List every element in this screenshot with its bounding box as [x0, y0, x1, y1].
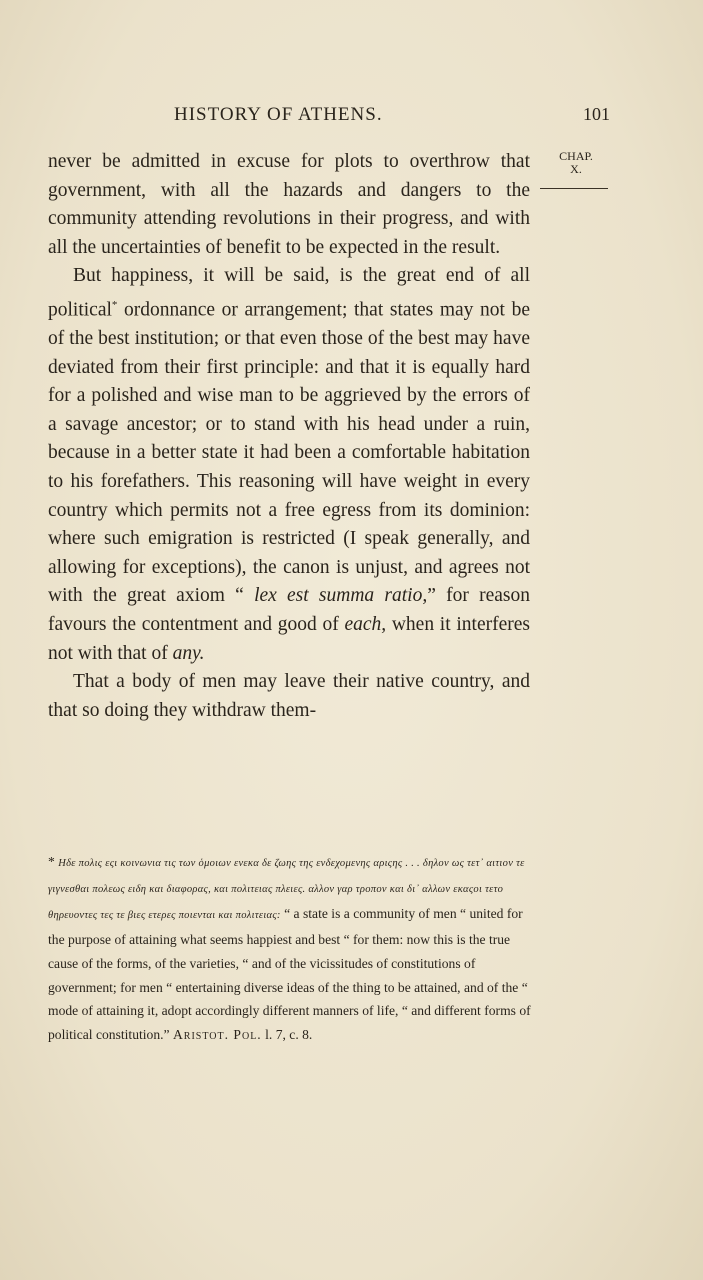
paragraph-2-part-a: But happiness, it will be said, is the great end of all political [48, 265, 530, 321]
running-title: HISTORY OF ATHENS. [174, 104, 383, 125]
footnote-citation-author: Aristot. Pol. [172, 1027, 262, 1043]
body-text [48, 148, 530, 725]
footnote-citation-reference: l. 7, c. 8. [265, 1027, 313, 1043]
emphasis-each: each, [344, 614, 387, 635]
latin-axiom: lex est summa ratio, [254, 585, 428, 607]
footnote-reference-mark: * [111, 298, 118, 311]
paragraph-3: That a body of men may leave their native country, and that so doing they withdraw them- [48, 671, 530, 721]
emphasis-any: any. [172, 642, 205, 664]
chapter-margin-note [551, 150, 601, 176]
paragraph-1: never be admitted in excuse for plots to overthrow that government, with all the hazards and dangers to the community attending revolutions in their progress, and with all the uncertainties of benefit to be expected in the result. [48, 151, 530, 258]
footnote-greek-quotation: Ηδε πολις εςι κοινωνια τις των ὁμοιων ενεκα δε ζωης της ενδεχομενης αριςης . . . δηλον ως τετ᾽ αιτιον τε γιγνεσθαι πολεως ειδη και διαφορας, και πολιτειας πλειες. αλλον γαρ τροπον και δι᾽ αλλων εκαςοι τετο θηρευοντες τες τε βιες ετερες ποιενται και πολιτειας: [48, 858, 525, 921]
footnote-english-translation: “ a state is a community of men “ united for the purpose of attaining what seems happiest and best “ for them: now this is the true cause of the forms, of the varieties, “ and of the vicissitudes of constitutions of government; for men “ entertaining diverse ideas of the thing to be attained, and of the “ mode of attaining it, adopt accordingly different manners of life, “ and different forms of political constitution.” [48, 905, 531, 1043]
footnote-mark: * [48, 854, 55, 869]
chapter-label: CHAP. [559, 149, 593, 163]
paragraph-2-part-b: ordonnance or arrangement; that states may not be of the best institution; or that even those of the best may have deviated from their first principle: and that it is equally hard for a polished and wise man to be aggrieved by the errors of a savage ancestor; or to stand with his head under a ruin, because in a better state it had been a comfortable habitation to his forefathers. This reasoning will have weight in every country which permits not a free egress from its dominion: where such emigration is restricted (I speak generally, and allowing for exceptions), the canon is unjust, and agrees not with the great axiom “ [48, 299, 530, 607]
footnote [48, 850, 532, 1047]
paragraph-2-part-c: ” for reason favours the contentment and good of [48, 585, 530, 635]
paragraph-2-part-d: when it interferes not with that of [48, 614, 530, 664]
paragraph-2 [48, 262, 530, 668]
margin-rule [540, 188, 608, 189]
page-number: 101 [583, 104, 610, 124]
chapter-number: X. [570, 162, 582, 176]
